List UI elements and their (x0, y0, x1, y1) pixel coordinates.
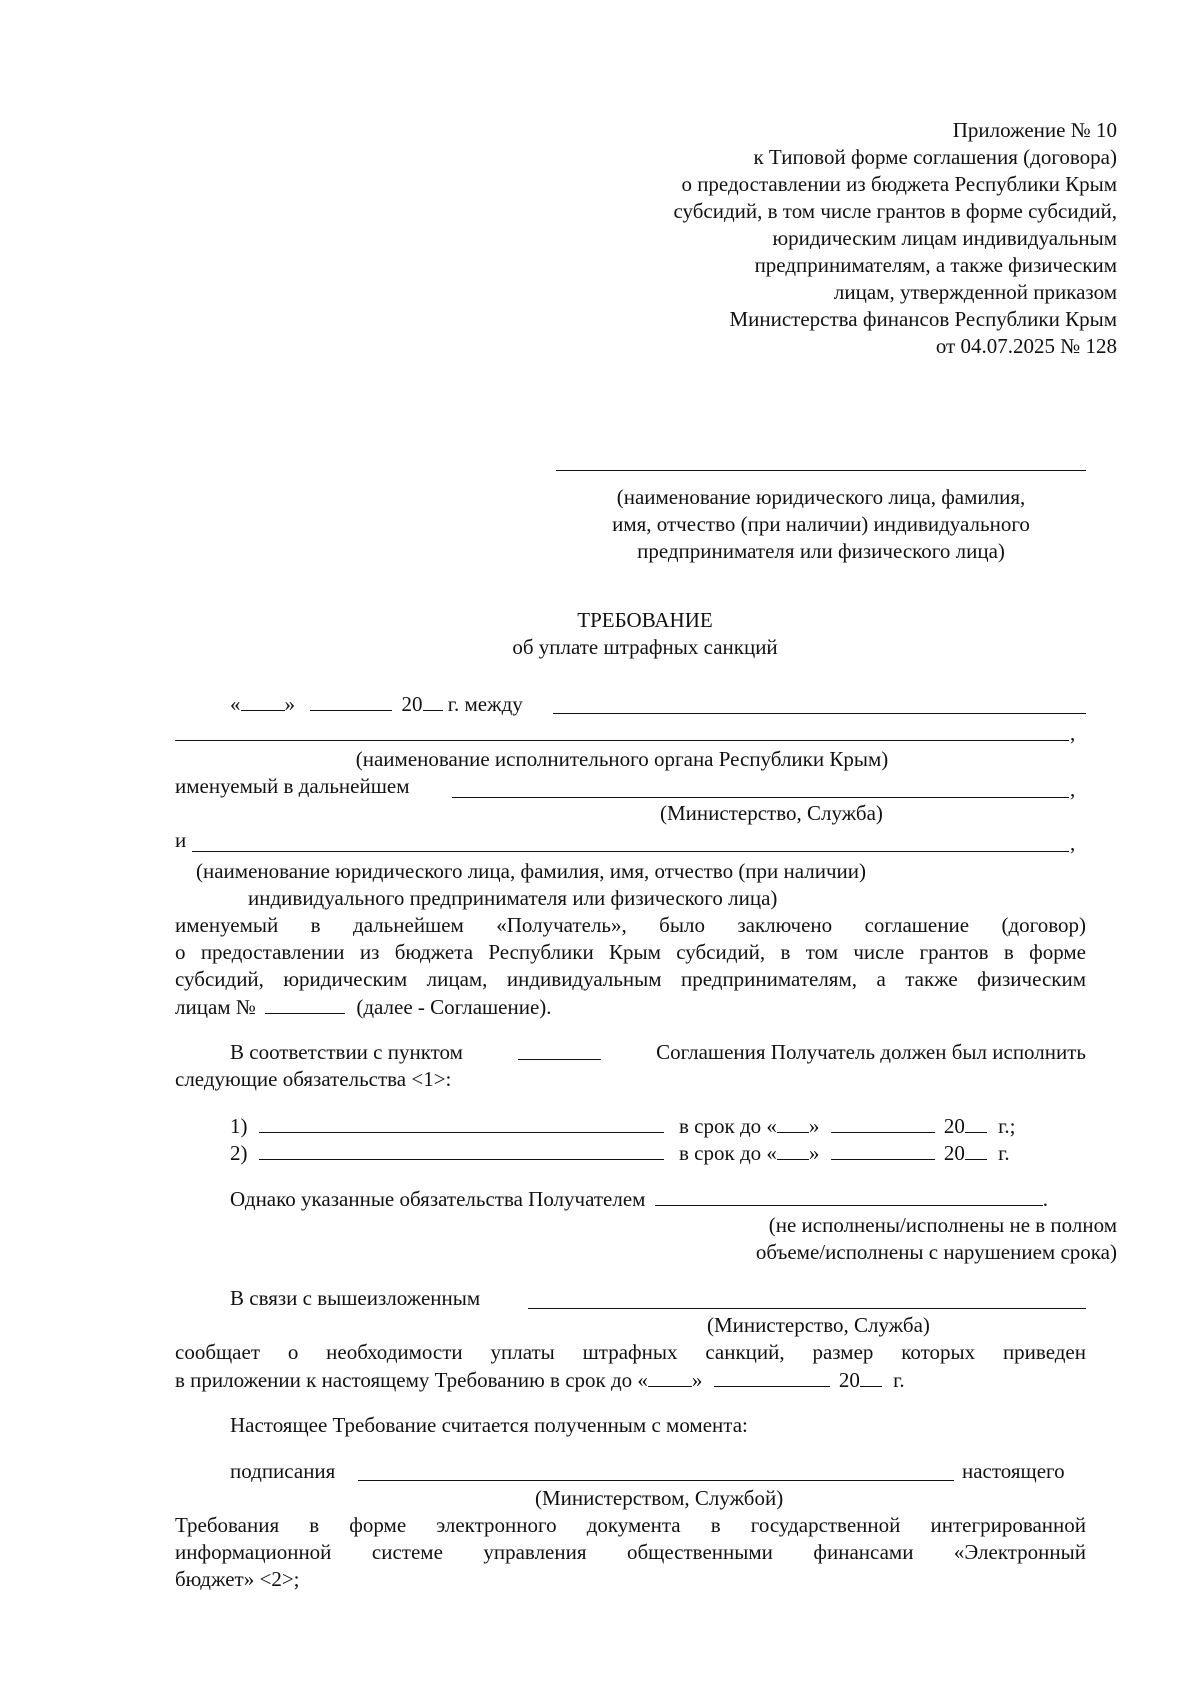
however-line (230, 1185, 1048, 1213)
exec-org-hint: (наименование исполнительного органа Республики Крым) (355, 747, 889, 771)
clause-suffix: Соглашения Получатель должен был исполнить (656, 1040, 1086, 1064)
year-suffix: г. (998, 1141, 1010, 1165)
fulfillment-hint: (не исполнены/исполнены не в полном (768, 1213, 1117, 1237)
paragraph-line: Требования в форме электронного документа в государственной интегрированной (175, 1513, 1086, 1537)
date-close-quote: » (808, 1141, 820, 1165)
ministry-hint: (Министерство, Служба) (660, 801, 883, 825)
item-number: 2) (230, 1141, 248, 1165)
recipient-field-line[interactable] (192, 851, 1069, 852)
exec-org-field-line[interactable] (553, 713, 1086, 714)
year-prefix: 20 (943, 1141, 965, 1165)
paragraph-line: информационной системе управления общественными финансами «Электронный (175, 1540, 1086, 1564)
clause-label: В соответствии с пунктом (230, 1040, 463, 1064)
clause-number-field[interactable] (518, 1039, 601, 1060)
paragraph-line (175, 1366, 905, 1394)
year-suffix: г. (893, 1368, 905, 1392)
month-field[interactable] (714, 1366, 830, 1387)
recipient-hint: (наименование юридического лица, фамилия, имя, отчество (при наличии) (196, 859, 867, 883)
addressee-hint: (наименование юридического лица, фамилия, (616, 485, 1026, 509)
comma: , (1070, 777, 1076, 801)
paragraph-line: субсидий, юридическим лицам, индивидуальным предпринимателям, а также физическим (175, 967, 1086, 991)
agreement-number-field[interactable] (265, 993, 345, 1014)
this-word: настоящего (962, 1459, 1065, 1483)
year-prefix: 20 (943, 1114, 965, 1138)
ministry-field-line[interactable] (452, 797, 1069, 798)
paragraph-line: о предоставлении из бюджета Республики Крым субсидий, в том числе грантов в форме (175, 940, 1086, 964)
ministry-field-line-2[interactable] (528, 1308, 1086, 1309)
paragraph-line (175, 993, 552, 1021)
deadline-label: в срок до « (679, 1114, 777, 1138)
appendix-line: Приложение № 10 (952, 118, 1117, 142)
day-field[interactable] (648, 1366, 692, 1387)
paragraph-line: бюджет» <2>; (175, 1567, 300, 1591)
paragraph-line: именуемый в дальнейшем «Получатель», было заключено соглашение (договор) (175, 913, 1086, 937)
year-field[interactable] (423, 690, 443, 711)
considered-line: Настоящее Требование считается полученным с момента: (230, 1413, 748, 1437)
document-title: ТРЕБОВАНИЕ (577, 608, 713, 632)
obligation-item-1 (230, 1112, 1015, 1140)
comma: , (1070, 721, 1076, 745)
recipient-hint: индивидуального предпринимателя или физического лица) (248, 886, 778, 910)
appendix-line: лицам, утвержденной приказом (833, 280, 1117, 304)
paragraph-line: сообщает о необходимости уплаты штрафных санкций, размер которых приведен (175, 1340, 1086, 1364)
signer-hint: (Министерством, Службой) (535, 1486, 784, 1510)
and-label: и (175, 828, 187, 852)
signing-label: подписания (230, 1459, 336, 1483)
signer-field-line[interactable] (358, 1480, 954, 1481)
date-line (230, 690, 523, 718)
in-view-label: В связи с вышеизложенным (230, 1286, 481, 1310)
year-suffix: г. между (447, 692, 523, 716)
obligation-intro (230, 1039, 1086, 1066)
appendix-line: субсидий, в том числе грантов в форме субсидий, (673, 199, 1117, 223)
date-close-quote: » (691, 1368, 703, 1392)
year-field[interactable] (965, 1112, 987, 1133)
obligation-intro-2: следующие обязательства <1>: (175, 1067, 452, 1091)
deadline-label: в срок до « (679, 1141, 777, 1165)
year-field[interactable] (860, 1366, 882, 1387)
month-field[interactable] (831, 1112, 935, 1133)
year-field[interactable] (965, 1139, 987, 1160)
appendix-line: предпринимателям, а также физическим (754, 253, 1117, 277)
agreement-number-label: лицам № (175, 995, 256, 1019)
appendix-line: юридическим лицам индивидуальным (772, 226, 1117, 250)
appendix-line: Министерства финансов Республики Крым (729, 307, 1117, 331)
month-field[interactable] (310, 690, 392, 711)
obligation-field[interactable] (259, 1112, 664, 1133)
obligation-field[interactable] (259, 1139, 664, 1160)
named-label: именуемый в дальнейшем (175, 774, 410, 798)
appendix-line: от 04.07.2025 № 128 (935, 334, 1117, 358)
addressee-hint: предпринимателя или физического лица) (637, 539, 1005, 563)
day-field[interactable] (241, 690, 285, 711)
addressee-hint: имя, отчество (при наличии) индивидуального (612, 512, 1030, 536)
day-field[interactable] (777, 1112, 809, 1133)
addressee-field-line[interactable] (556, 470, 1086, 471)
however-label: Однако указанные обязательства Получателем (230, 1187, 646, 1211)
date-close-quote: » (284, 692, 295, 716)
document-subtitle: об уплате штрафных санкций (512, 635, 778, 659)
appendix-line: о предоставлении из бюджета Республики Крым (681, 172, 1117, 196)
fulfillment-field[interactable] (655, 1185, 1043, 1206)
deadline-label: в приложении к настоящему Требованию в срок до « (175, 1368, 648, 1392)
ministry-hint-2: (Министерство, Служба) (707, 1313, 930, 1337)
year-prefix: 20 (838, 1368, 860, 1392)
exec-org-field-line-2[interactable] (175, 740, 1069, 741)
date-open-quote: « (230, 692, 241, 716)
year-prefix: 20 (401, 692, 423, 716)
fulfillment-hint: объеме/исполнены с нарушением срока) (755, 1240, 1117, 1264)
agreement-suffix: (далее - Соглашение). (356, 995, 552, 1019)
item-number: 1) (230, 1114, 248, 1138)
appendix-line: к Типовой форме соглашения (договора) (753, 145, 1117, 169)
obligation-item-2 (230, 1139, 1010, 1167)
month-field[interactable] (831, 1139, 935, 1160)
comma: , (1070, 831, 1076, 855)
year-suffix: г.; (998, 1114, 1016, 1138)
period: . (1042, 1187, 1048, 1211)
day-field[interactable] (777, 1139, 809, 1160)
date-close-quote: » (808, 1114, 820, 1138)
